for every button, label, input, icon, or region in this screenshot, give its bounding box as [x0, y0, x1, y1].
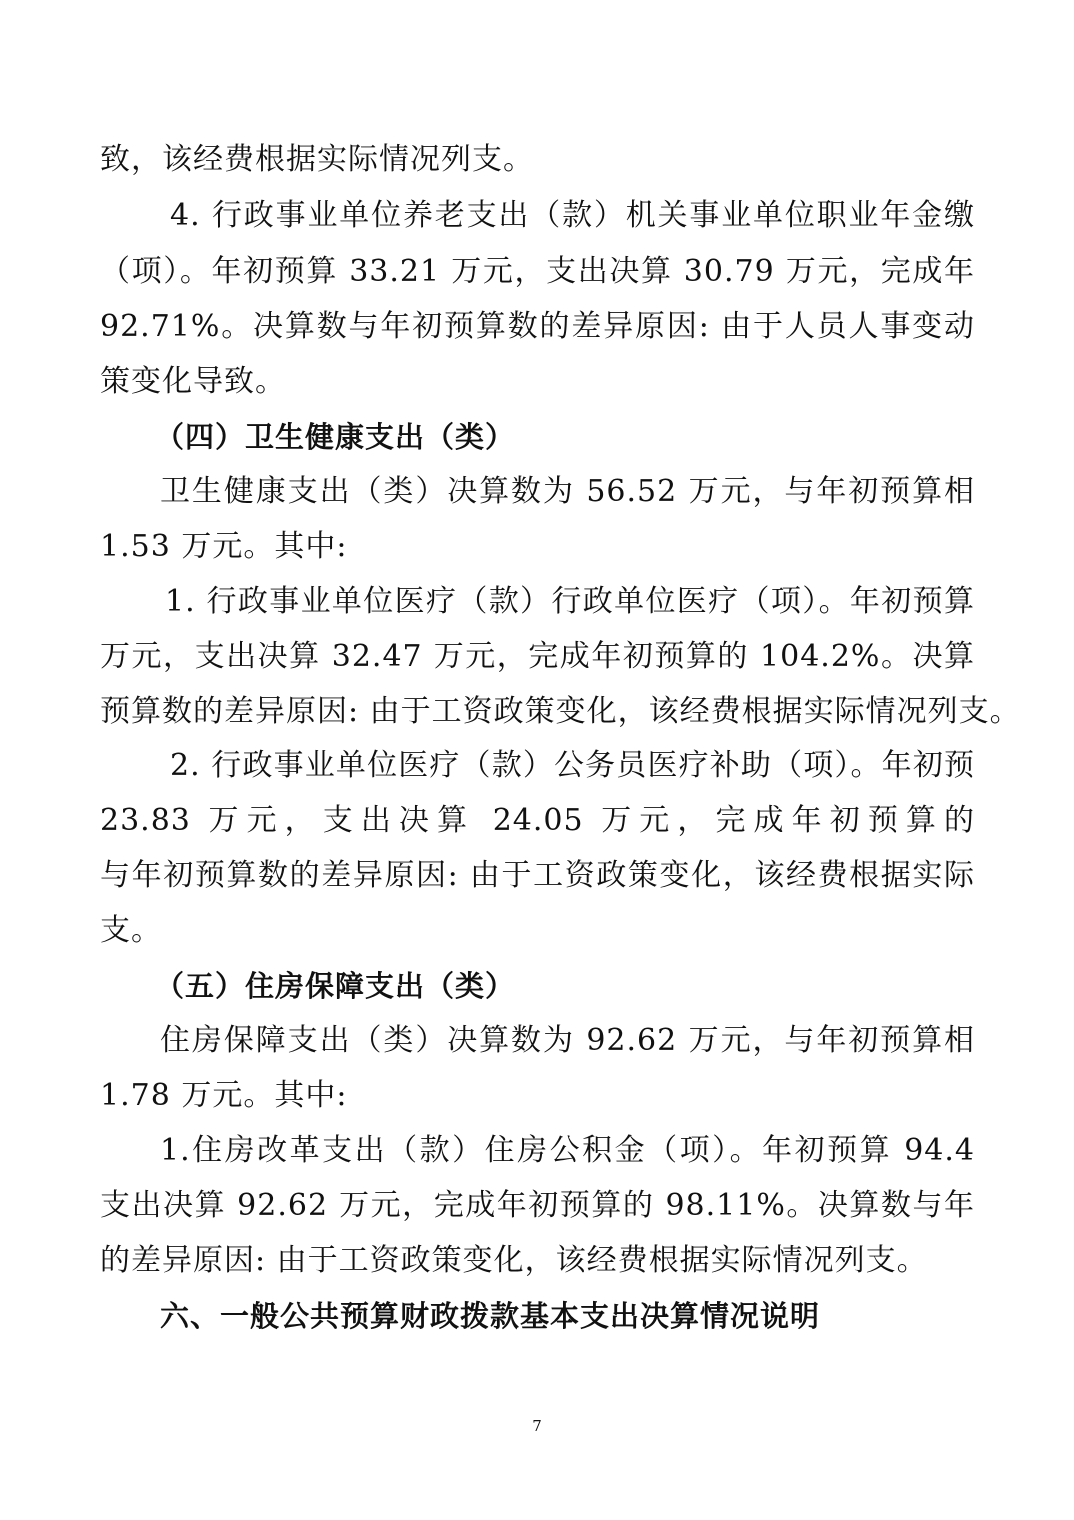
- paragraph-line: 策变化导致。: [100, 364, 286, 399]
- paragraph-line: （项）。年初预算 33.21 万元，支出决算 30.79 万元，完成年: [100, 254, 975, 289]
- paragraph-line: 与年初预算数的差异原因: 由于工资政策变化，该经费根据实际: [100, 858, 975, 893]
- paragraph-line: 23.83 万元，支出决算 24.05 万元，完成年初预算的: [100, 803, 975, 838]
- paragraph-line: 卫生健康支出（类）决算数为 56.52 万元，与年初预算相: [160, 474, 975, 509]
- section-heading: 六、一般公共预算财政拨款基本支出决算情况说明: [160, 1299, 821, 1333]
- paragraph-line: 致，该经费根据实际情况列支。: [100, 142, 534, 177]
- paragraph-line: 支。: [100, 913, 162, 948]
- paragraph-line: 万元，支出决算 32.47 万元，完成年初预算的 104.2%。决算: [100, 639, 975, 674]
- paragraph-line: 4. 行政事业单位养老支出（款）机关事业单位职业年金缴: [170, 198, 975, 233]
- paragraph-line: 1.53 万元。其中:: [100, 529, 348, 564]
- paragraph-line: 1.住房改革支出（款）住房公积金（项）。年初预算 94.4: [160, 1133, 975, 1168]
- paragraph-line: 1.78 万元。其中:: [100, 1078, 348, 1113]
- section-heading: （五）住房保障支出（类）: [155, 969, 516, 1003]
- paragraph-line: 1. 行政事业单位医疗（款）行政单位医疗（项）。年初预算: [165, 584, 975, 619]
- paragraph-line: 住房保障支出（类）决算数为 92.62 万元，与年初预算相: [160, 1023, 975, 1058]
- paragraph-line: 预算数的差异原因: 由于工资政策变化，该经费根据实际情况列支。: [100, 694, 1021, 729]
- paragraph-line: 支出决算 92.62 万元，完成年初预算的 98.11%。决算数与年: [100, 1188, 975, 1223]
- page-number: 7: [532, 1417, 542, 1435]
- paragraph-line: 92.71%。决算数与年初预算数的差异原因: 由于人员人事变动: [100, 309, 975, 344]
- paragraph-line: 的差异原因: 由于工资政策变化，该经费根据实际情况列支。: [100, 1243, 928, 1278]
- section-heading: （四）卫生健康支出（类）: [155, 420, 516, 454]
- paragraph-line: 2. 行政事业单位医疗（款）公务员医疗补助（项）。年初预: [170, 748, 975, 783]
